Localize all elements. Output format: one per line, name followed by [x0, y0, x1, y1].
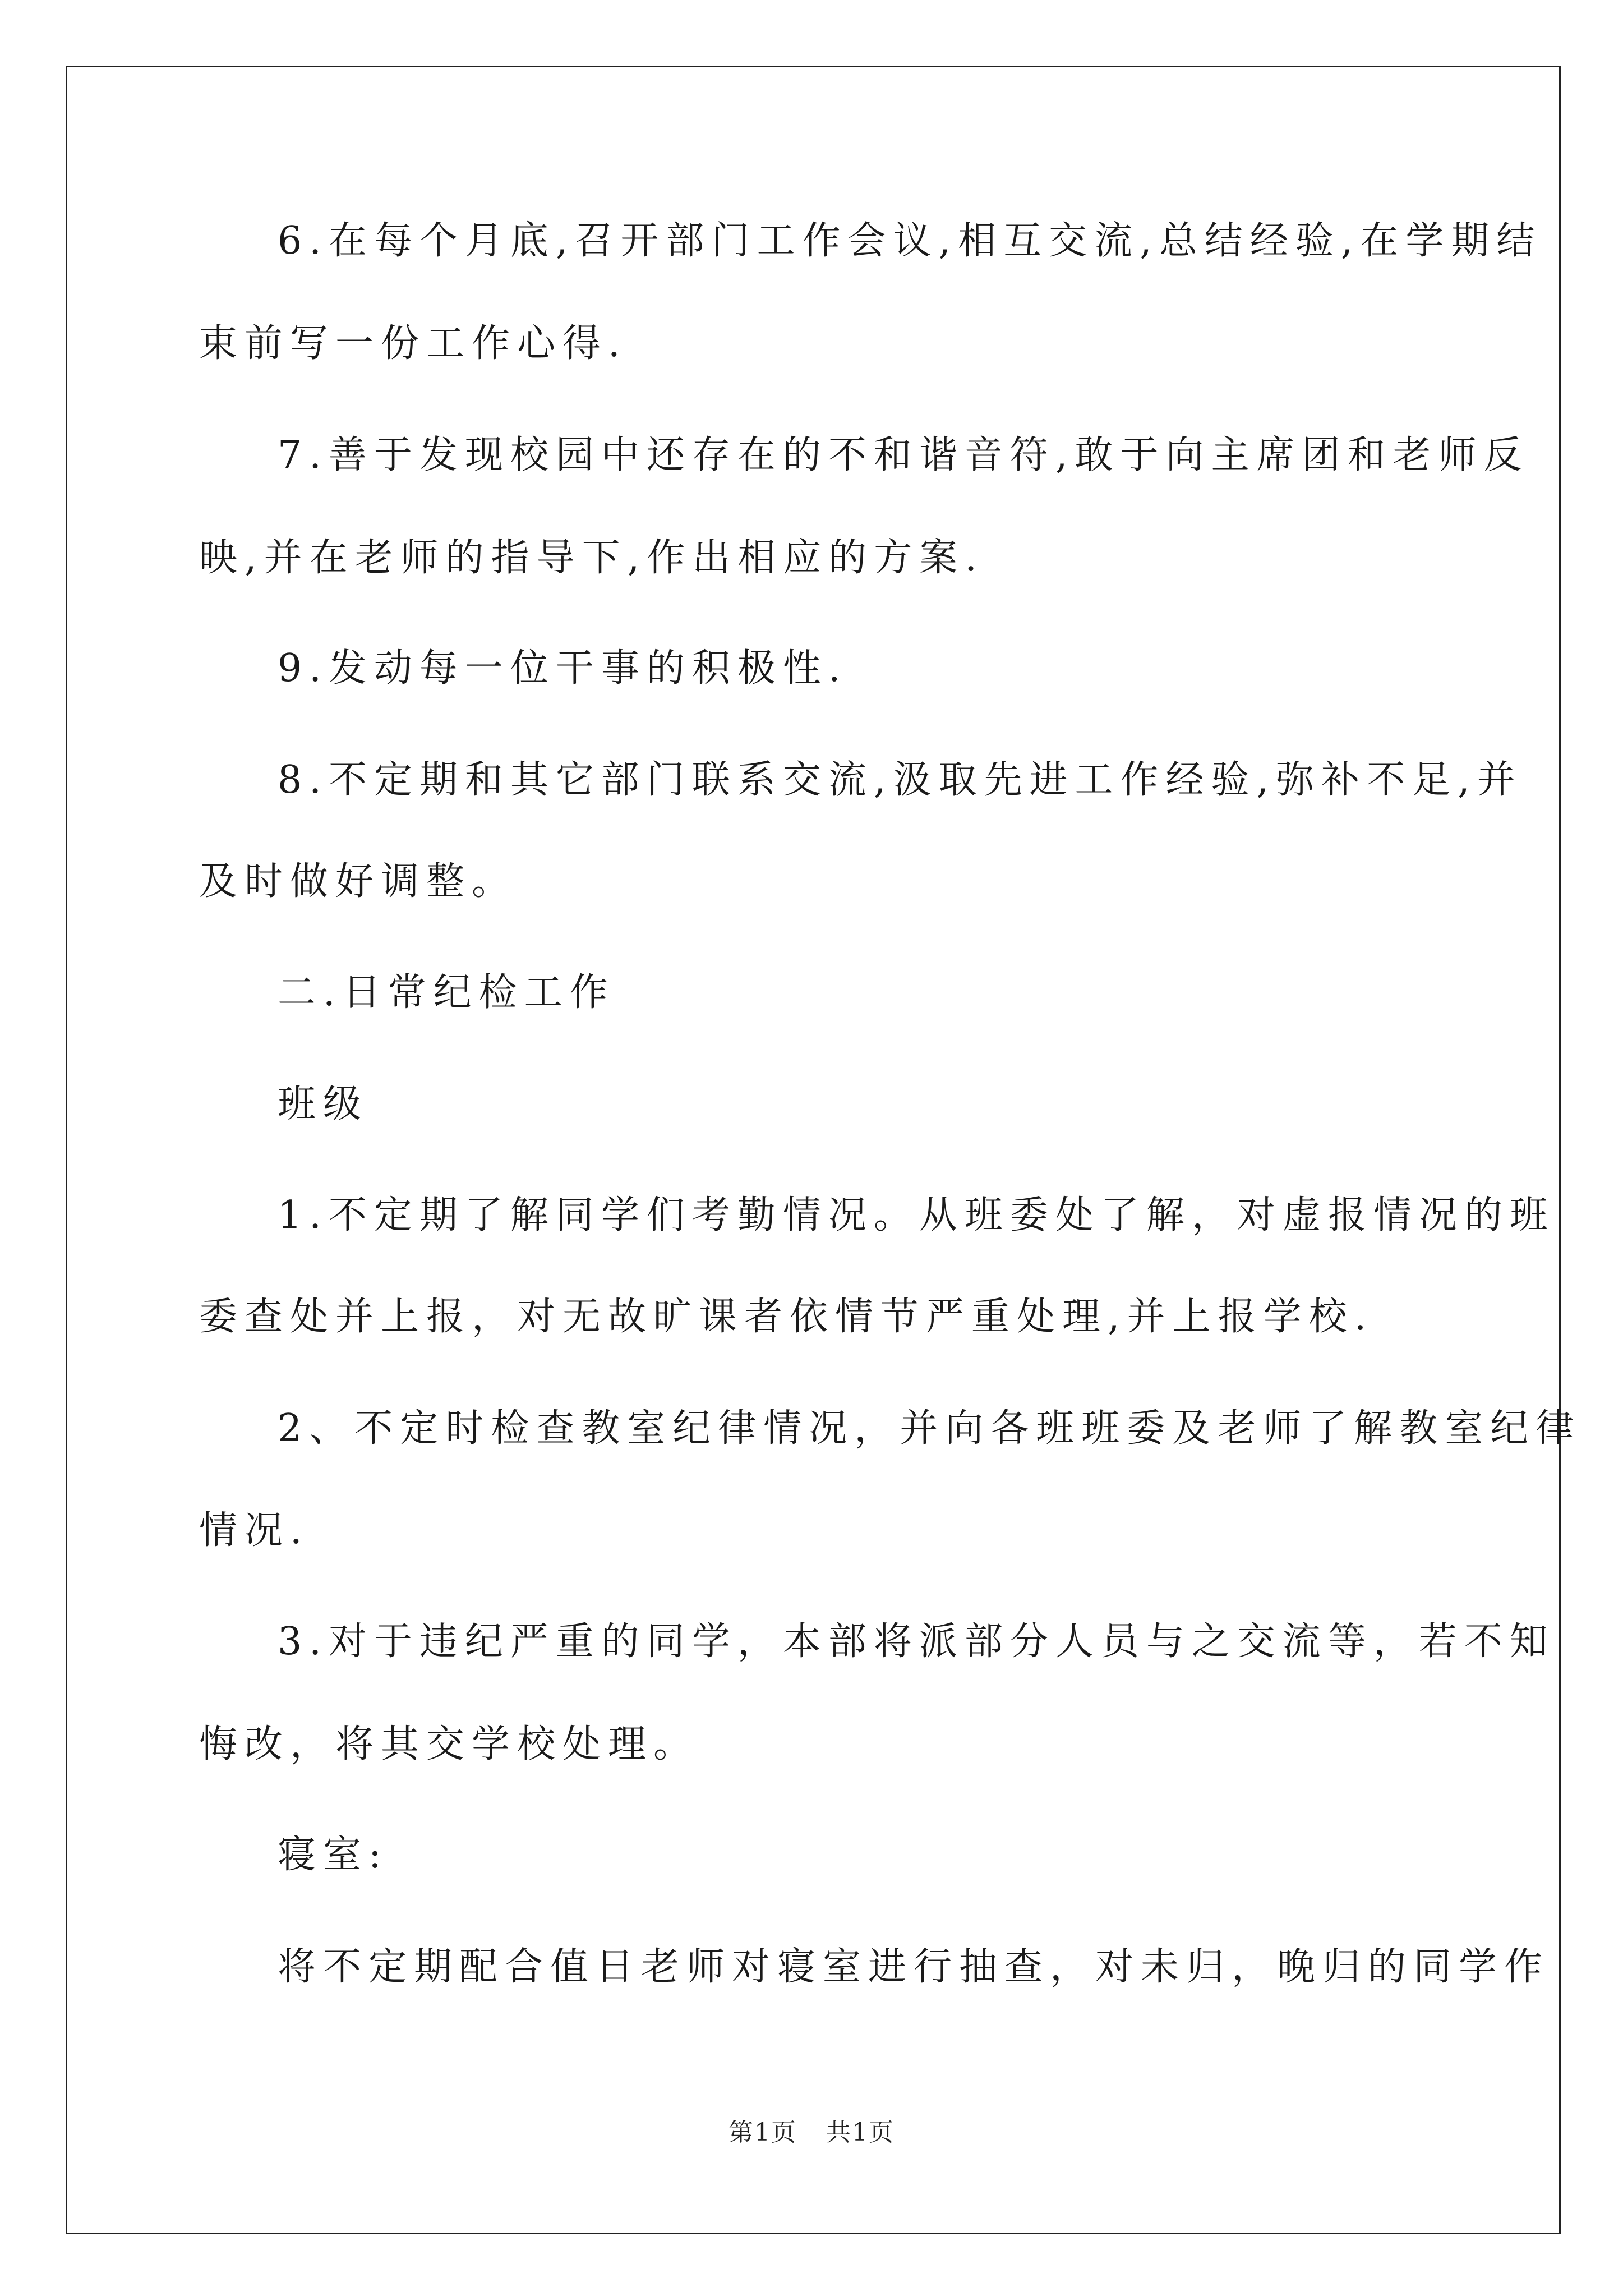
item-1-line-1: 1.不定期了解同学们考勤情况。从班委处了解，对虚报情况的班 [278, 1193, 1555, 1237]
dorm-paragraph-line-1: 将不定期配合值日老师对寝室进行抽查，对未归，晚归的同学作 [278, 1945, 1550, 1989]
subheading-dorm: 寝室: [278, 1833, 389, 1877]
item-3-line-1: 3.对于违纪严重的同学，本部将派部分人员与之交流等，若不知 [278, 1619, 1555, 1664]
paragraph-7-line-2: 映,并在老师的指导下,作出相应的方案. [199, 536, 984, 580]
paragraph-9: 9.发动每一位干事的积极性. [278, 646, 848, 691]
item-2-line-1: 2、不定时检查教室纪律情况，并向各班班委及老师了解教室纪律 [278, 1406, 1581, 1451]
page-border [66, 66, 1561, 2234]
subheading-class: 班级 [278, 1082, 369, 1126]
page-number: 第1页 [728, 2118, 797, 2147]
page-total: 共1页 [826, 2118, 895, 2147]
item-1-line-2: 委查处并上报，对无故旷课者依情节严重处理,并上报学校. [199, 1295, 1374, 1339]
paragraph-8-line-2: 及时做好调整。 [199, 859, 518, 904]
page-footer [0, 2112, 1623, 2148]
item-2-line-2: 情况. [199, 1508, 310, 1553]
item-3-line-2: 悔改，将其交学校处理。 [199, 1722, 699, 1766]
paragraph-8-line-1: 8.不定期和其它部门联系交流,汲取先进工作经验,弥补不足,并 [278, 758, 1523, 802]
paragraph-6-line-1: 6.在每个月底,召开部门工作会议,相互交流,总结经验,在学期结 [278, 219, 1542, 263]
paragraph-7-line-1: 7.善于发现校园中还存在的不和谐音符,敢于向主席团和老师反 [278, 433, 1529, 477]
paragraph-6-line-2: 束前写一份工作心得. [199, 321, 628, 366]
section-heading: 二.日常纪检工作 [278, 970, 615, 1015]
